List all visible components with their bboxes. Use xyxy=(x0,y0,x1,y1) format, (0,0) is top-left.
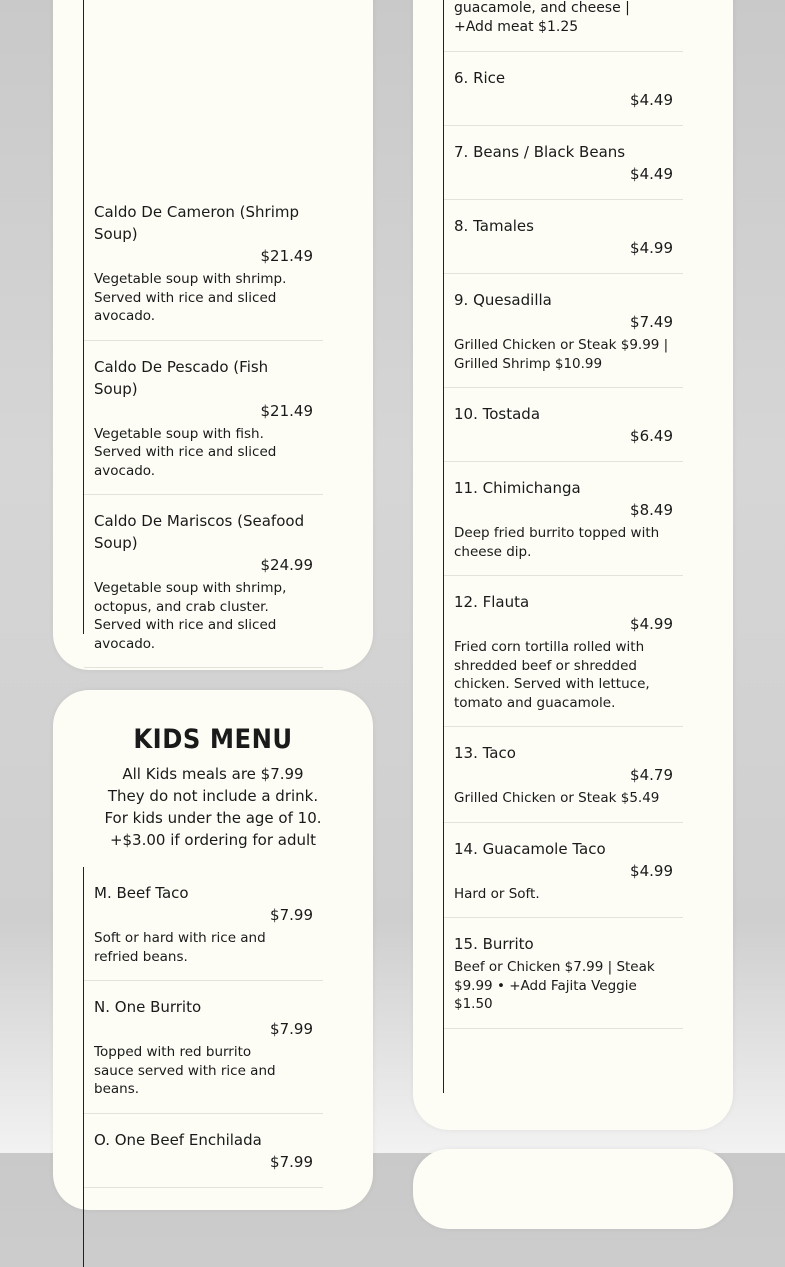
item-description: Vegetable soup with fish. Served with rice and sliced avocado. xyxy=(94,425,277,479)
sides-items-list xyxy=(443,0,683,1093)
item-price: $8.49 xyxy=(630,501,673,519)
list-item[interactable] xyxy=(84,981,323,1114)
item-price: $4.49 xyxy=(630,165,673,183)
sides-card xyxy=(413,0,733,1130)
item-price: $4.99 xyxy=(630,239,673,257)
item-name: 10. Tostada xyxy=(454,405,541,423)
item-name: Caldo De Cameron (Shrimp Soup) xyxy=(94,203,299,243)
list-item[interactable] xyxy=(84,495,323,668)
item-price: $4.99 xyxy=(630,861,673,880)
item-description: Topped with red burrito sauce served with rice and beans. xyxy=(94,1044,276,1097)
list-item[interactable] xyxy=(444,918,683,1029)
kids-menu-card xyxy=(53,690,373,1210)
kids-menu-info xyxy=(53,763,373,851)
item-price: $21.49 xyxy=(260,401,313,420)
list-item[interactable] xyxy=(84,867,323,981)
list-item[interactable] xyxy=(444,0,683,52)
kids-items-list xyxy=(83,867,323,1267)
item-name: 12. Flauta xyxy=(454,593,530,611)
list-item[interactable] xyxy=(444,388,683,462)
item-description: Grilled Chicken or Steak $5.49 xyxy=(454,790,660,806)
item-name: 8. Tamales xyxy=(454,217,534,235)
item-name: 6. Rice xyxy=(454,69,506,87)
list-item[interactable] xyxy=(84,1114,323,1188)
item-price: $7.99 xyxy=(270,1152,313,1171)
next-card xyxy=(413,1149,733,1229)
item-name: 11. Chimichanga xyxy=(454,479,581,497)
item-price: $7.99 xyxy=(270,906,313,924)
list-item[interactable] xyxy=(444,126,683,200)
item-name: 7. Beans / Black Beans xyxy=(454,143,626,161)
list-item[interactable] xyxy=(444,52,683,126)
item-name: 15. Burrito xyxy=(454,935,534,953)
list-item[interactable] xyxy=(444,823,683,919)
list-item[interactable] xyxy=(444,462,683,576)
item-price: $24.99 xyxy=(260,556,313,574)
list-item[interactable] xyxy=(444,274,683,388)
item-price: $4.79 xyxy=(630,766,673,784)
kids-info-line: They do not include a drink. xyxy=(107,787,319,805)
item-name: 13. Taco xyxy=(454,744,516,762)
kids-menu-title: KIDS MENU xyxy=(133,724,293,755)
list-item[interactable] xyxy=(84,186,323,341)
kids-info-line: For kids under the age of 10. xyxy=(104,809,322,827)
list-item[interactable] xyxy=(84,341,323,496)
item-description: Soft or hard with rice and refried beans. xyxy=(94,930,266,965)
item-name: M. Beef Taco xyxy=(94,884,189,902)
item-price: $4.49 xyxy=(630,91,673,109)
item-price: $4.99 xyxy=(630,615,673,633)
kids-info-line: All Kids meals are $7.99 xyxy=(122,765,304,783)
kids-info-line: +$3.00 if ordering for adult xyxy=(109,831,317,849)
item-name: 14. Guacamole Taco xyxy=(454,839,606,858)
item-price: $6.49 xyxy=(630,427,673,445)
item-name: O. One Beef Enchilada xyxy=(94,1130,262,1149)
item-name: Caldo De Mariscos (Seafood Soup) xyxy=(94,512,305,552)
item-description: Deep fried burrito topped with cheese dip. xyxy=(454,525,660,560)
item-name: 9. Quesadilla xyxy=(454,291,552,309)
list-item[interactable] xyxy=(444,727,683,823)
item-price: $21.49 xyxy=(260,247,313,265)
soups-card xyxy=(53,0,373,670)
item-description: guacamole, and cheese | +Add meat $1.25 xyxy=(454,0,630,35)
list-item[interactable] xyxy=(444,576,683,727)
item-price: $7.99 xyxy=(270,1020,313,1038)
item-price: $7.49 xyxy=(630,313,673,331)
item-description: Grilled Chicken or Steak $9.99 | Grilled Shrimp $10.99 xyxy=(454,337,669,372)
item-description: Vegetable soup with shrimp, octopus, and crab cluster. Served with rice and sliced avocado. xyxy=(94,580,287,652)
soup-items-list xyxy=(83,0,323,652)
item-description: Vegetable soup with shrimp. Served with rice and sliced avocado. xyxy=(94,271,287,324)
item-description: Hard or Soft. xyxy=(454,885,540,902)
item-description: Fried corn tortilla rolled with shredded beef or shredded chicken. Served with lettuce, tomato and guacamole. xyxy=(454,639,650,711)
list-item[interactable] xyxy=(444,200,683,274)
item-name: N. One Burrito xyxy=(94,998,202,1016)
item-name: Caldo De Pescado (Fish Soup) xyxy=(94,357,269,398)
item-description: Beef or Chicken $7.99 | Steak $9.99 • +Add Fajita Veggie $1.50 xyxy=(454,959,655,1012)
